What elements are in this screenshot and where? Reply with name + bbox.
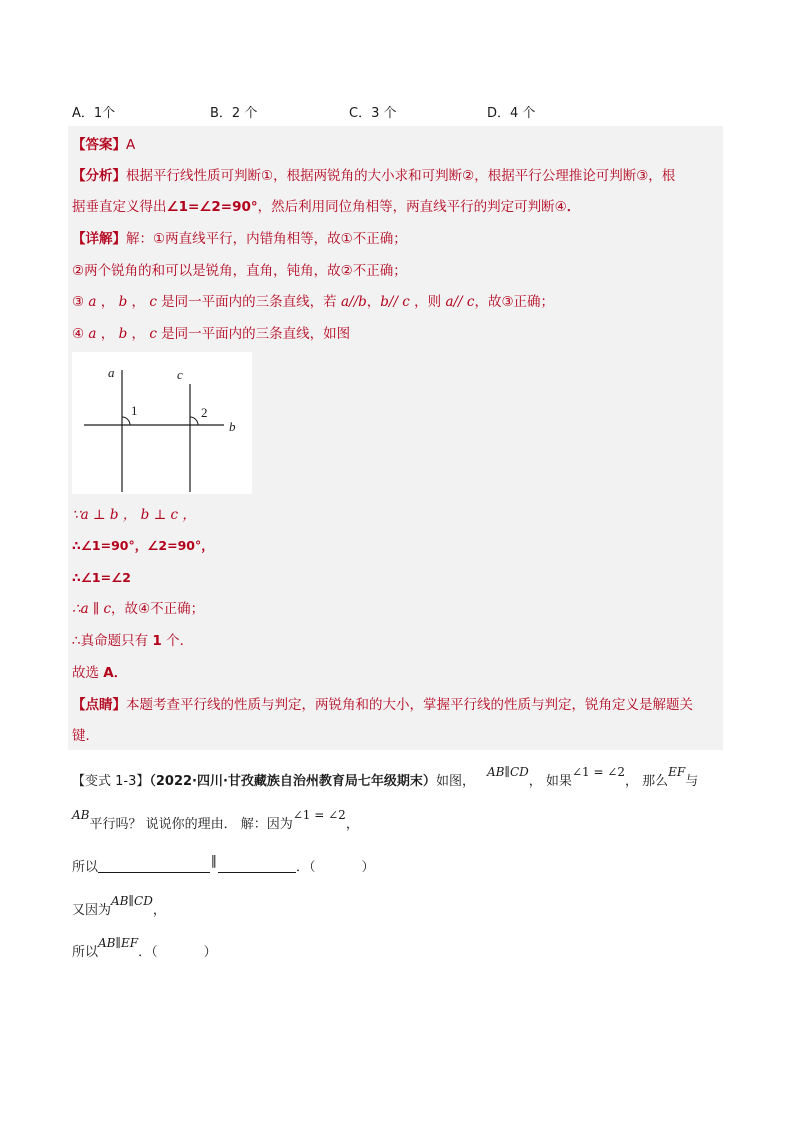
- proof-step-3: ∴∠1=∠2: [72, 570, 131, 585]
- analysis-text-2d: ．: [566, 199, 581, 215]
- geometry-figure-svg: [72, 352, 252, 494]
- math-ab-parallel-ef: AB∥EF: [98, 936, 139, 950]
- var-a: a: [88, 294, 97, 310]
- option-d: D．4 个: [487, 106, 536, 121]
- analysis-math: ∠1=∠2=90°: [166, 199, 258, 215]
- proof-step-6a: 故选: [72, 665, 99, 681]
- comment-tag: 【点睛】: [72, 697, 126, 713]
- variant-t2: ， 如果: [528, 774, 572, 789]
- analysis-tag: 【分析】: [72, 168, 126, 184]
- var-b: b: [118, 326, 128, 342]
- analysis-text-1: 根据平行线性质可判断①，根据两锐角的大小求和可判断②，根据平行公理推论可判断③，根: [126, 168, 676, 184]
- analysis-text-2a: 据垂直定义得出: [72, 199, 167, 215]
- detail-l3-then: 则: [427, 294, 442, 310]
- proof-step-4-text: ，故④不正确；: [111, 601, 205, 617]
- proof-step-6b: A．: [103, 665, 128, 681]
- detail-line-3: ③ a ， b ， c 是同一平面内的三条直线，若 a//b，b// c ，则 a// c，故③正确；: [72, 294, 555, 310]
- math-ab-parallel-cd: AB∥CD: [486, 765, 529, 779]
- variant-l5b: ．（: [138, 945, 158, 960]
- variant-t3: ， 那么: [625, 774, 669, 789]
- math-angle-eq: ∠1 = ∠2: [571, 765, 625, 779]
- proof-step-4: [72, 600, 204, 618]
- var-c: c: [149, 294, 157, 310]
- label-c: c: [177, 367, 183, 382]
- math-ef: EF: [668, 765, 686, 779]
- variant-l3a: 所以: [72, 860, 99, 875]
- proof-step-5a: ∴真命题只有: [72, 633, 149, 649]
- variant-source: （2022·四川·甘孜藏族自治州教育局七年级期末）: [149, 774, 436, 789]
- comment-line-2: 键．: [72, 728, 99, 744]
- variant-line-5: [72, 936, 217, 962]
- proof-step-6: [72, 664, 127, 682]
- math-ab-parallel-cd-2: AB∥CD: [111, 894, 153, 908]
- detail-line-2: [72, 262, 407, 280]
- variant-l5a: 所以: [72, 945, 99, 960]
- var-c: c: [149, 326, 157, 342]
- proof-step-5: [72, 632, 193, 650]
- angle-1-arc: [122, 417, 130, 425]
- variant-l4b: ，: [152, 903, 166, 918]
- rel-a-b: a//b: [340, 294, 367, 310]
- variant-t4: 与: [685, 774, 699, 789]
- detail-l3-mid: 是同一平面内的三条直线，若: [161, 294, 337, 310]
- analysis-text-2c: ，然后利用同位角相等，两直线平行的判定可判断④: [257, 199, 567, 215]
- proof-step-5b: 1: [152, 633, 162, 649]
- rel-a-c: a// c: [445, 294, 475, 310]
- variant-line-2: [72, 808, 359, 834]
- analysis-line-2: [72, 198, 580, 216]
- variant-line-4: [72, 894, 166, 920]
- proof-step-1: ∵a ⊥ b ， b ⊥ c ，: [72, 507, 196, 523]
- proof-step-4-math: ∴a ∥ c: [72, 601, 112, 617]
- angle-2-arc: [190, 417, 198, 425]
- label-angle-1: 1: [131, 403, 138, 418]
- var-b: b: [118, 294, 128, 310]
- detail-text-1: 解：①两直线平行，内错角相等，故①不正确；: [126, 231, 407, 247]
- proof-step-5c: 个．: [166, 633, 194, 649]
- option-a: A．1个: [72, 106, 116, 121]
- variant-l3c: ）: [361, 860, 375, 875]
- detail-line-1: [72, 230, 407, 248]
- detail-l4-num: ④: [72, 326, 85, 342]
- variant-t5: 平行吗？ 说说你的理由． 解：因为: [89, 817, 293, 832]
- comment-text-1: 本题考查平行线的性质与判定，两锐角和的大小，掌握平行线的性质与判定，锐角定义是解题关: [126, 697, 693, 713]
- variant-line-1: [72, 765, 699, 791]
- parallel-symbol: ∥: [210, 854, 218, 869]
- detail-l3-end: 故③正确；: [487, 294, 555, 310]
- variant-l4a: 又因为: [72, 903, 112, 918]
- variant-label: 【变式 1-3】: [72, 774, 150, 789]
- blank-2[interactable]: [218, 858, 296, 873]
- variant-line-3: [72, 854, 375, 877]
- option-c: C．3 个: [349, 106, 397, 121]
- proof-step-2: ∴∠1=90°，∠2=90°，: [72, 538, 214, 553]
- detail-line-4: ④ a ， b ， c 是同一平面内的三条直线，如图: [72, 326, 351, 342]
- math-ab: AB: [72, 808, 90, 822]
- answer-value: A: [126, 137, 136, 153]
- variant-l5c: ）: [203, 945, 217, 960]
- blank-1[interactable]: [98, 858, 210, 873]
- label-b: b: [229, 419, 236, 434]
- label-a: a: [108, 365, 115, 380]
- label-angle-2: 2: [201, 405, 208, 420]
- answer-tag: 【答案】: [72, 137, 126, 153]
- detail-l3-num: ③: [72, 294, 85, 310]
- answer-options: [72, 102, 732, 122]
- rel-b-c: b// c: [380, 294, 410, 310]
- math-angle-eq-2: ∠1 = ∠2: [292, 808, 346, 822]
- variant-l3b: ．（: [296, 860, 316, 875]
- analysis-line-1: [72, 167, 675, 185]
- geometry-figure: [72, 352, 252, 494]
- detail-l4-text: 是同一平面内的三条直线，如图: [161, 326, 351, 342]
- detail-tag: 【详解】: [72, 231, 126, 247]
- option-b: B．2 个: [210, 106, 258, 121]
- comment-line-1: [72, 696, 693, 714]
- var-a: a: [88, 326, 97, 342]
- detail-text-2: ②两个锐角的和可以是锐角，直角，钝角，故②不正确；: [72, 263, 407, 279]
- variant-t6: ，: [345, 817, 359, 832]
- variant-t1: 如图，: [435, 774, 475, 789]
- answer-line: [72, 136, 135, 154]
